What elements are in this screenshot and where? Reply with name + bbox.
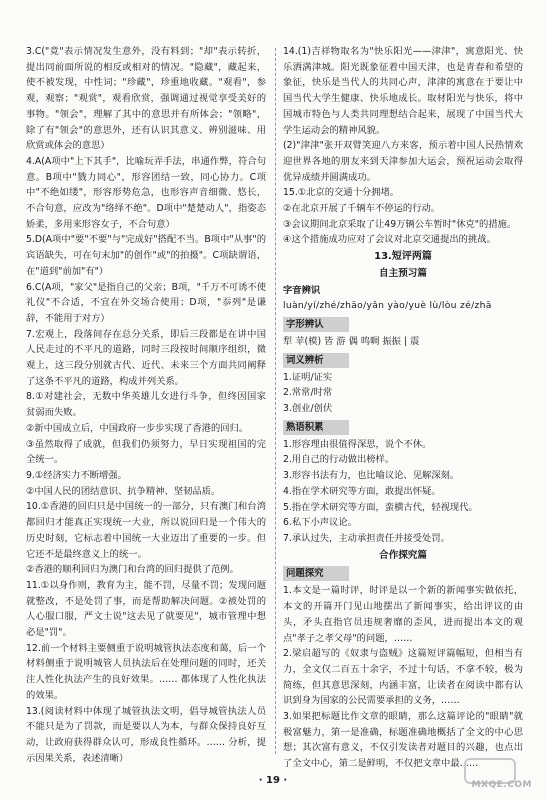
form-line: 犁 苹(模) 皆 游 偶 鸣啁 振振 | 震 (283, 335, 420, 347)
form-heading: 字形辨认 (283, 317, 349, 332)
idiom-item: 3.形容书法有力，也比喻议论、见解深刻。 (283, 470, 460, 482)
section-title: 13.短评两篇 (374, 251, 432, 263)
idiom-item: 2.用自己的行动做出榜样。 (283, 454, 395, 466)
answer-15-3: ③会议期间北京采取了让49万辆公车暂时"休克"的措施。 (283, 218, 517, 230)
pinyin-heading: 字音辨识 (283, 284, 321, 296)
inquiry-item: 1.本文是一篇时评，时评是以一个新的新闻事实做依托，本文的开篇开门见山地摆出了新闻事实，给出评议的由头，矛头直指官员违规奢靡的歪风，进而提出本文的观点"孝子之孝父母"的问题，…… (283, 585, 523, 644)
inquiry-item: 2.梁启超写的《奴隶与盗贼》这篇短评篇幅短，但相当有力，全文仅二百五十余字，不过十句话，不拿不较，极为简练，但其意思深刻，内涵丰富，让读者在阅读中都有认识到身为国家的公民需要承担的义务，…… (283, 648, 523, 707)
answer-8-2: ②新中国成立后，中国政府一步步实现了香港的回归。 (26, 422, 249, 434)
idiom-item: 6.私下小声议论。 (283, 517, 357, 529)
vocab-item: 3.创业/创伏 (283, 403, 333, 415)
answer-14-2: (2)"津津"张开双臂笑迎八方来客，预示着中国人民热情欢迎世界各地的朋友来到天津参加大运会，预祝运动会取得优异成绩并圆满成功。 (283, 140, 523, 183)
page-number: · 19 · (258, 775, 288, 786)
left-column (26, 44, 266, 766)
coop-title: 合作探究篇 (379, 549, 427, 561)
inquiry-item: 3.如果把标题比作文章的眼睛，那么这篇评论的"眼睛"就极富魅力，第一是准确，标题准确地概括了全文的中心思想；其次富有意义，不仅引发读者对题目的兴趣，也点出了全文中心，第二是鲜明，不仅把文章中最…… (283, 711, 523, 770)
answer-15-4: ④这个措施成功应对了会议对北京交通提出的挑战。 (283, 234, 496, 246)
idiom-item: 5.指在学术研究等方面，蛮横古代，轻视现代。 (283, 501, 478, 513)
answer-4: 4.A(A项中"上下其手"，比喻玩弄手法，串通作弊，符合句意。B项中"戮力同心"，形容团结一致，同心协力。C项中"不绝如缕"，形容形势危急，也形容声音细微、悠长，不合句意，应改为"络绎不绝"。D项中"楚楚动人"，指姿态娇柔，多用来形容女子，不合句意） (26, 155, 266, 230)
answer-6: 6.C(A项，"家父"是指自己的父亲；B项，"千万不可诱不使礼仪"不合适，不宜在外交场合使用；D项，"忝列"是谦辞，不能用于对方） (26, 281, 266, 324)
answer-11: 11.①以身作则，教育为主，能不罚，尽量不罚；发现问题就整改，不是处罚了事，而是帮助解决问题。②被处罚的人心服口服，严文士说"这去见了就要见"，城市管理中想必是"罚"。 (26, 579, 266, 639)
answer-9-2: ②中国人民的团结意识、抗争精神、坚韧品质。 (26, 485, 221, 497)
idiom-item: 4.指在学术研究等方面，敢提出怀疑。 (283, 485, 441, 497)
answer-3: 3.C("竟"表示情况发生意外，没有料到；"却"表示转折，提出同前面所说的相反或相对的情况。"隐藏"，藏起来，使不被发现，中性词；"珍藏"，珍重地收藏。"观看"，参观，观察；"观赏"，观看欣赏，强调通过视觉享受美好的事物。"领会"，理解了其中的意思并有所体会；"领略"，除了有"领会"的意思外，还有认识其意义、辨别滋味、用欣赏或体会的意思） (26, 46, 266, 152)
pinyin-line: luàn/yí/zhé/zhāo/yǎn yào/yuè lù/lòu zé/zhā (283, 300, 492, 312)
answer-14-1: 14.(1)吉祥物取名为"快乐阳光——津津"，寓意阳光、快乐洒满津城。阳光既象征着中国天津，也是青春和希望的象征，快乐是当代人的共同心声，津津的寓意在于要让中国当代大学生健康、快乐地成长。取材阳光与快乐，将中国城市特色与人类共同理想结合起来，展现了中国当代大学生运动会的精神风貌。 (283, 46, 523, 136)
idiom-item: 1.形容理由很值得深思，说个不休。 (283, 438, 432, 450)
answer-12: 12.前一个材料主要侧重于说明城管执法态度和蔼，后一个材料侧重于说明城管人员执法后在处理问题的同时，还关注人性化执法产生的良好效果。…… 都体现了人性化执法的效果。 (26, 642, 266, 701)
answer-8-1: 8.①对建社会，无数中华英雄儿女进行斗争，但终因国家贫弱而失败。 (26, 391, 266, 419)
vocab-item: 2.常常/时常 (283, 387, 333, 399)
answer-10-2: ②香港的顺利回归为澳门和台湾的回归提供了范例。 (26, 564, 239, 576)
answer-9-1: 9.①经济实力不断增强。 (26, 469, 127, 481)
watermark-text: MXQE.COM (471, 780, 532, 790)
answer-13: 13.(阅读材料中体现了城管执法文明，倡导城管执法人员不能只是为了罚款，而是要以人为本，与群众保持良好互动，让政府获得群众认可，形成良性循环。…… 分析，提示因果关系，表述清晰） (26, 705, 266, 764)
answer-10-1: 10.①香港的回归只是中国统一的一部分，只有澳门和台湾都回归才能真正实现统一大业，所以说回归是一个伟大的历史时刻，它标志着中国统一大业迈出了重要的一步。但它还不是最终意义上的统一。 (26, 501, 266, 560)
vocab-heading: 词义辨析 (283, 353, 349, 368)
column-divider (275, 48, 276, 754)
vocab-item: 1.证明/证实 (283, 371, 333, 383)
answer-5: 5.D(A项中"要"不要"与"完成好"搭配不当。B项中"从事"的宾语缺失，可在句末加"的创作"或"的拍摄"。C项缺谓语，在"道到"前加"有"） (26, 234, 266, 277)
idiom-item: 7.承认过失，主动承担责任并接受处罚。 (283, 532, 450, 544)
answer-15-1: 15.①北京的交通十分拥堵。 (283, 187, 400, 199)
sub-title-preview: 自主预习篇 (379, 267, 427, 279)
answer-8-3: ③虽然取得了成就，但我们仍须努力，早日实现祖国的完全统一。 (26, 438, 266, 466)
inquiry-heading: 问题探究 (283, 566, 349, 581)
answer-15-2: ②在北京开展了千辆车不停运的行动。 (283, 203, 441, 215)
right-column (283, 44, 523, 772)
idiom-heading: 熟语积累 (283, 420, 349, 435)
answer-7: 7.宏观上，段落间存在总分关系，即后三段都是在讲中国人民走过的不平凡的道路，同时三段按时间顺序组织，微观上，这三段分别就古代、近代、未来三个方面共同阐释了这条不平凡的道路，构成并列关系。 (26, 328, 266, 387)
